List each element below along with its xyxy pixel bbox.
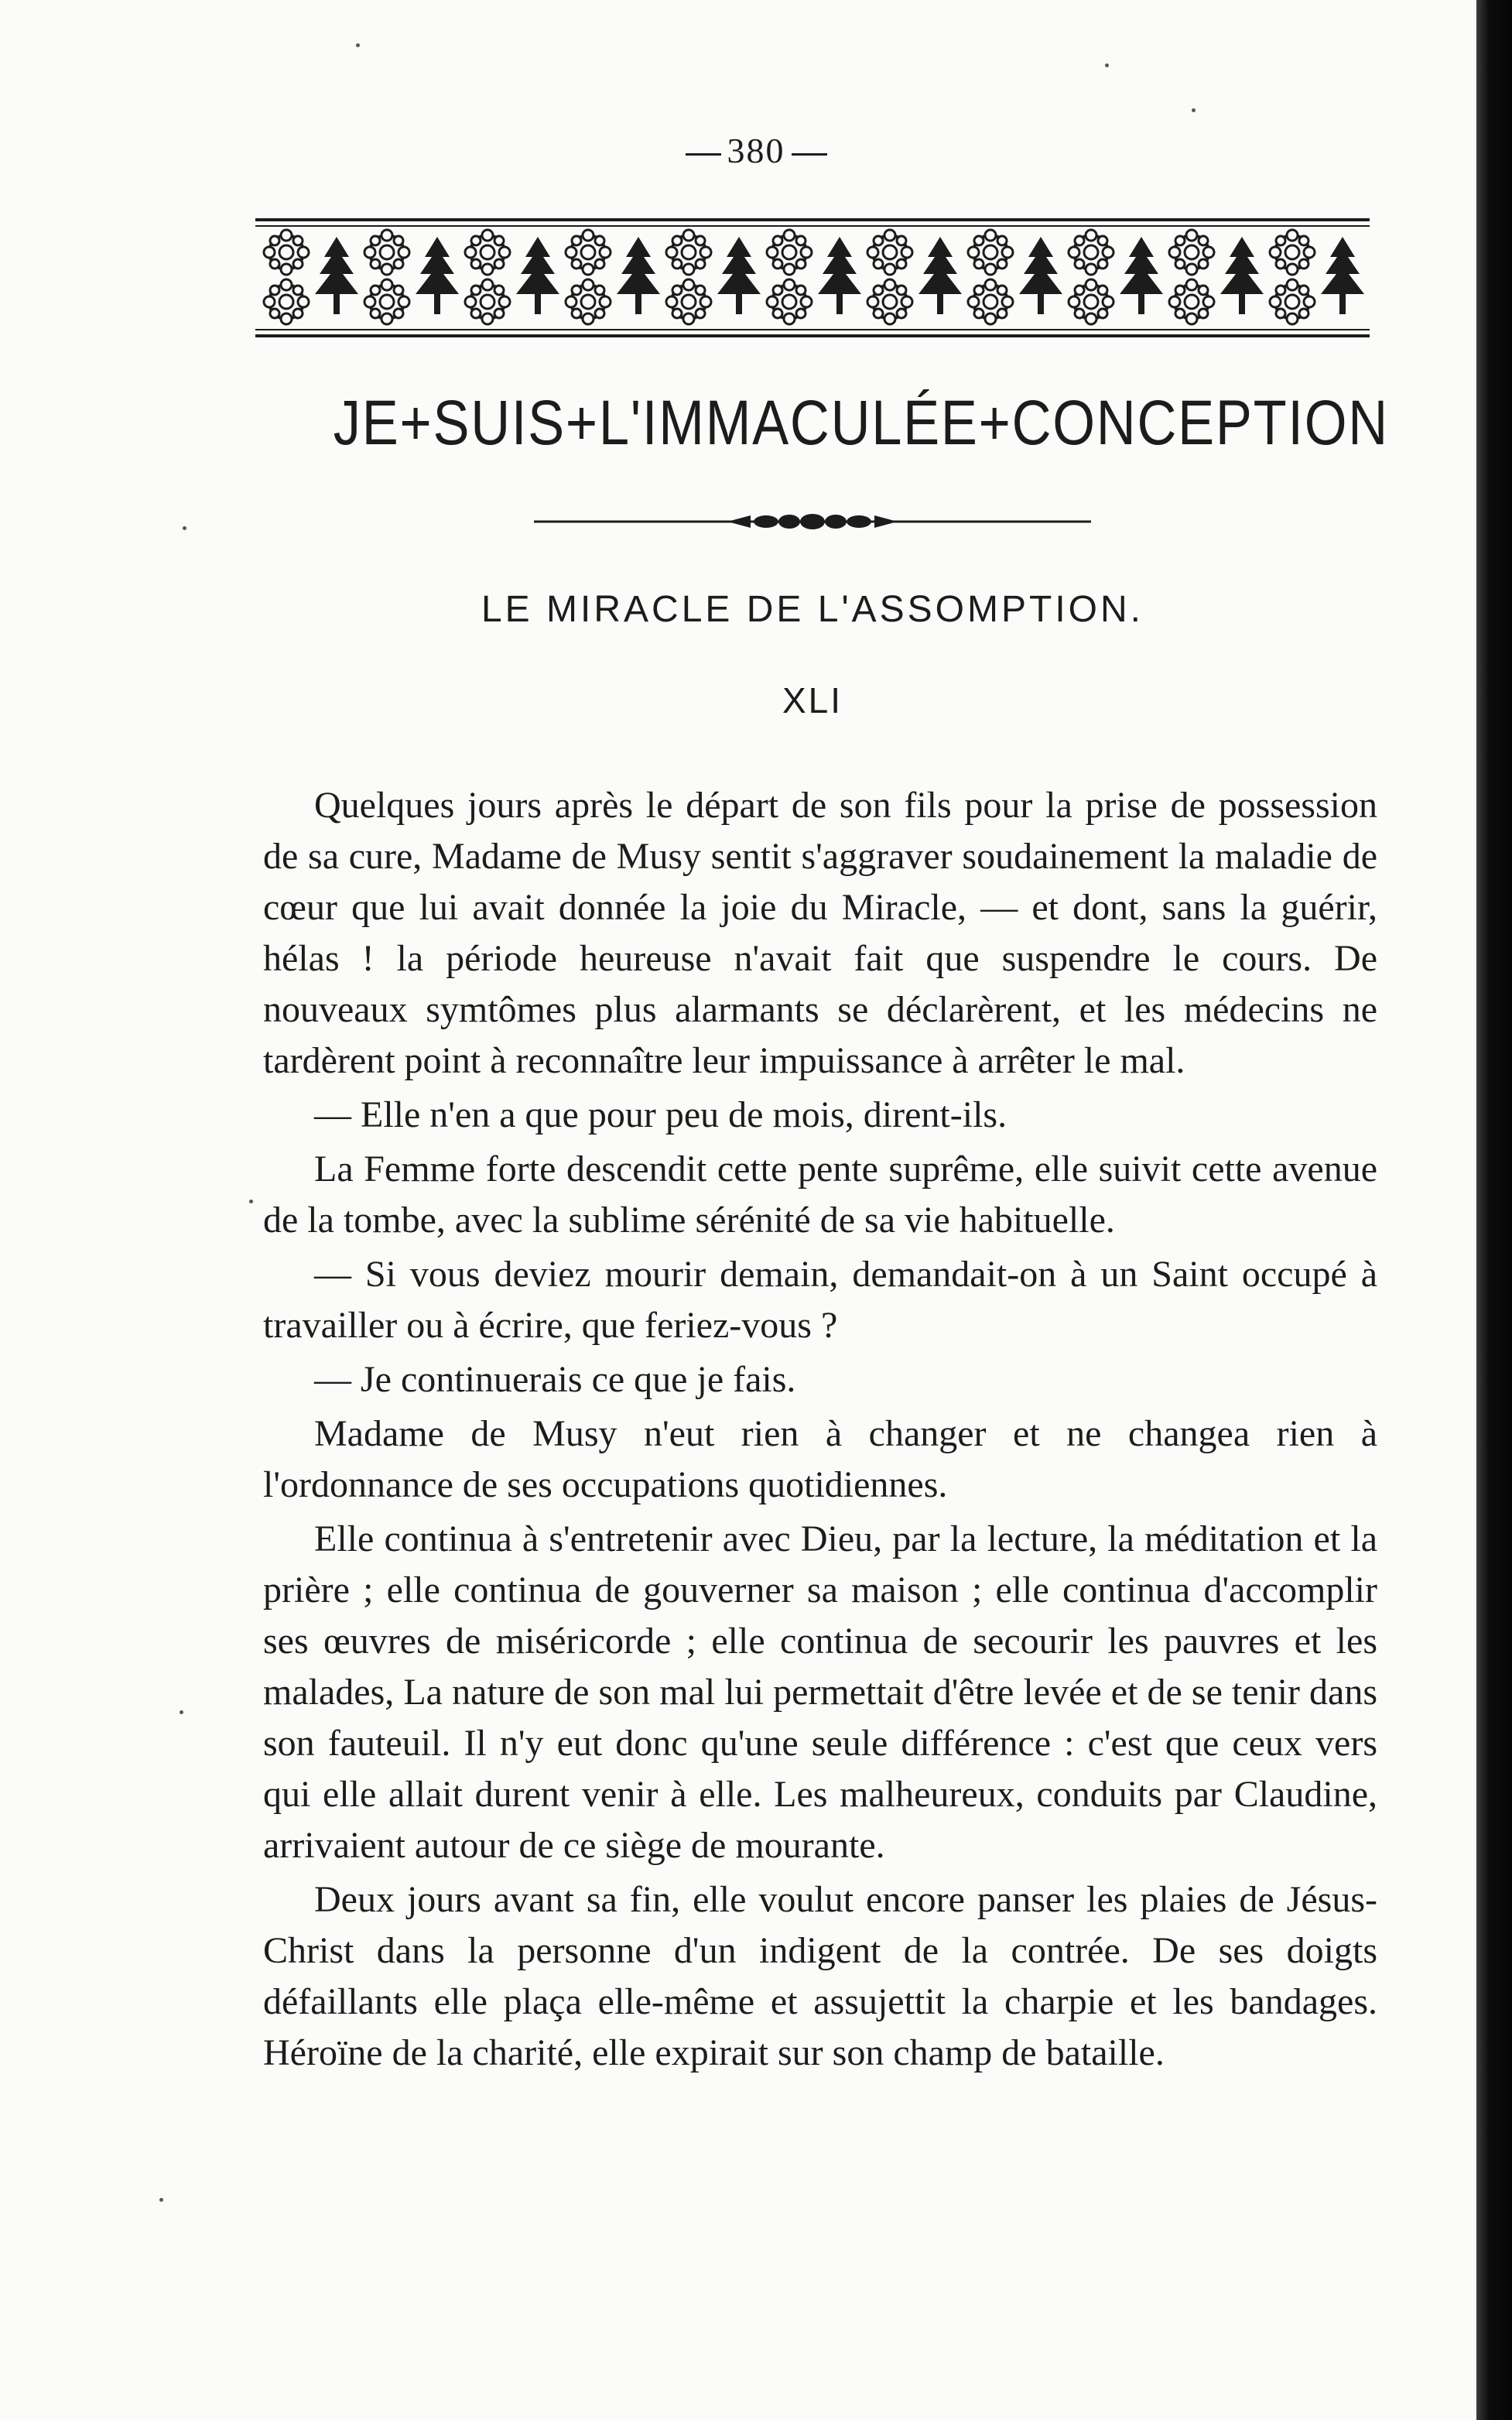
paragraph: Madame de Musy n'eut rien à changer et ne changea rien à l'ordonnance de ses occupations quotidiennes. [263,1413,1377,1505]
scan-speck [159,2198,163,2202]
paragraph: Quelques jours après le départ de son fils pour la prise de possession de sa cure, Madame de Musy sentit s'aggraver soudainement la maladie de cœur que lui avait donnée la joie du Miracle, — et dont, sans la guérir, hélas ! la période heureuse n'avait fait que suspendre le cours. De nouveaux symtômes plus alarmants se déclarèrent, et les médecins ne tardèrent point à reconnaître leur impuissance à arrêter le mal. [263,785,1377,1081]
scan-speck [1105,63,1109,67]
scan-speck [183,526,186,530]
title-divider-ornament [534,511,1091,532]
scan-edge-shadow [1476,0,1512,2420]
scan-speck [180,1710,183,1714]
scan-speck [249,1200,253,1203]
scan-speck [1192,108,1196,112]
paragraph: La Femme forte descendit cette pente suprême, elle suivit cette avenue de la tombe, avec la sublime sérénité de sa vie habituelle. [263,1148,1377,1241]
page-title: JE+SUIS+L'IMMACULÉE+CONCEPTION [333,388,1389,458]
paragraph: — Si vous deviez mourir demain, demandait-on à un Saint occupé à travailler ou à écrire, que feriez-vous ? [263,1254,1377,1346]
body-text [263,780,1377,2082]
page-number: 380 [0,130,1512,171]
paragraph: Deux jours avant sa fin, elle voulut encore panser les plaies de Jésus-Christ dans la personne d'un indigent de la contrée. De ses doigts défaillants elle plaça elle-même et assujettit la charpie et les bandages. Héroïne de la charité, elle expirait sur son champ de bataille. [263,1879,1377,2073]
paragraph: Elle continua à s'entretenir avec Dieu, par la lecture, la méditation et la prière ; elle continua de gouverner sa maison ; elle continua d'accomplir ses œuvres de miséricorde ; elle continua de secourir les pauvres et les malades, La nature de son mal lui permettait d'être levée et de se tenir dans son fauteuil. Il n'y eut donc qu'une seule différence : c'est que ceux vers qui elle allait durent venir à elle. Les malheureux, conduits par Claudine, arrivaient autour de ce siège de mourante. [263,1518,1377,1866]
paragraph: — Je continuerais ce que je fais. [314,1359,796,1400]
section-heading: LE MIRACLE DE L'ASSOMPTION. [481,589,1144,630]
ornamental-header-band [255,218,1370,337]
scan-speck [356,43,360,47]
chapter-number: XLI [782,680,843,721]
paragraph: — Elle n'en a que pour peu de mois, dirent-ils. [314,1094,1007,1135]
